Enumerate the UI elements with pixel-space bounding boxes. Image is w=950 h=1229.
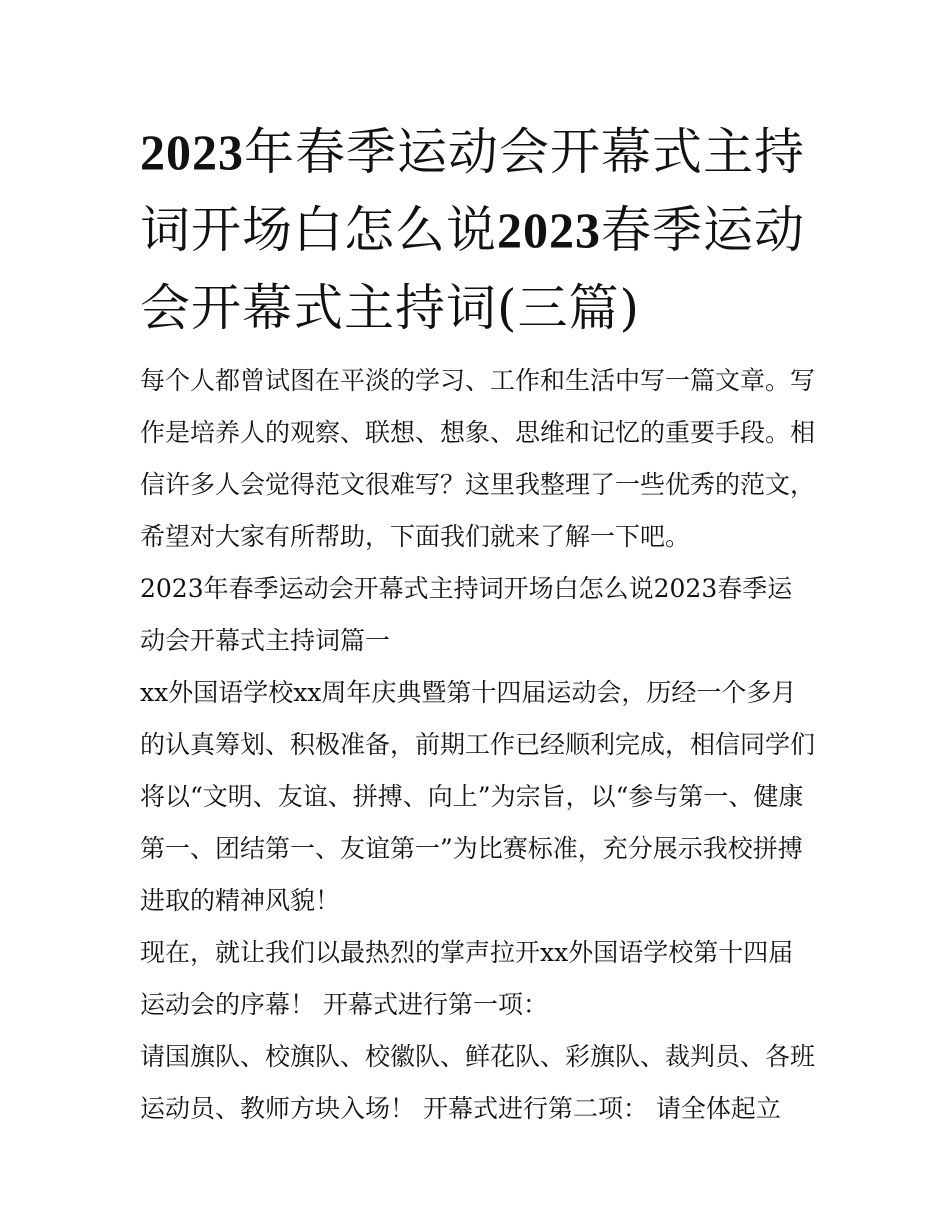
document-title	[140, 113, 815, 347]
intro-paragraph: 每个人都曾试图在平淡的学习、工作和生活中写一篇文章。写作是培养人的观察、联想、想象、思维和记忆的重要手段。相信许多人会觉得范文很难写？这里我整理了一些优秀的范文，希望对大家有所帮助，下面我们就来了解一下吧。	[140, 366, 816, 551]
body-paragraph: 现在，就让我们以最热烈的掌声拉开xx外国语学校第十四届运动会的序幕！ 开幕式进行第一项：	[140, 938, 794, 1019]
title-text: 年春季运动会开幕式主持词开场白怎么说	[140, 123, 805, 259]
title-year-2: 2023	[497, 202, 601, 258]
document-body	[140, 113, 815, 1135]
body-paragraph: 请国旗队、校旗队、校徽队、鲜花队、彩旗队、裁判员、各班运动员、教师方块入场！ 开幕式进行第二项： 请全体起立	[140, 1042, 816, 1123]
title-text-2: 春季运动会开幕式主持词(三篇)	[140, 201, 805, 337]
section-heading: 2023年春季运动会开幕式主持词开场白怎么说2023春季运动会开幕式主持词篇一	[140, 574, 793, 655]
body-paragraph: xx外国语学校xx周年庆典暨第十四届运动会，历经一个多月的认真筹划、积极准备，前期工作已经顺利完成，相信同学们将以“文明、友谊、拼搏、向上”为宗旨，以“参与第一、健康第一、团结第一、友谊第一”为比赛标准，充分展示我校拼搏进取的精神风貌！	[140, 678, 816, 915]
title-year: 2023	[140, 124, 244, 180]
